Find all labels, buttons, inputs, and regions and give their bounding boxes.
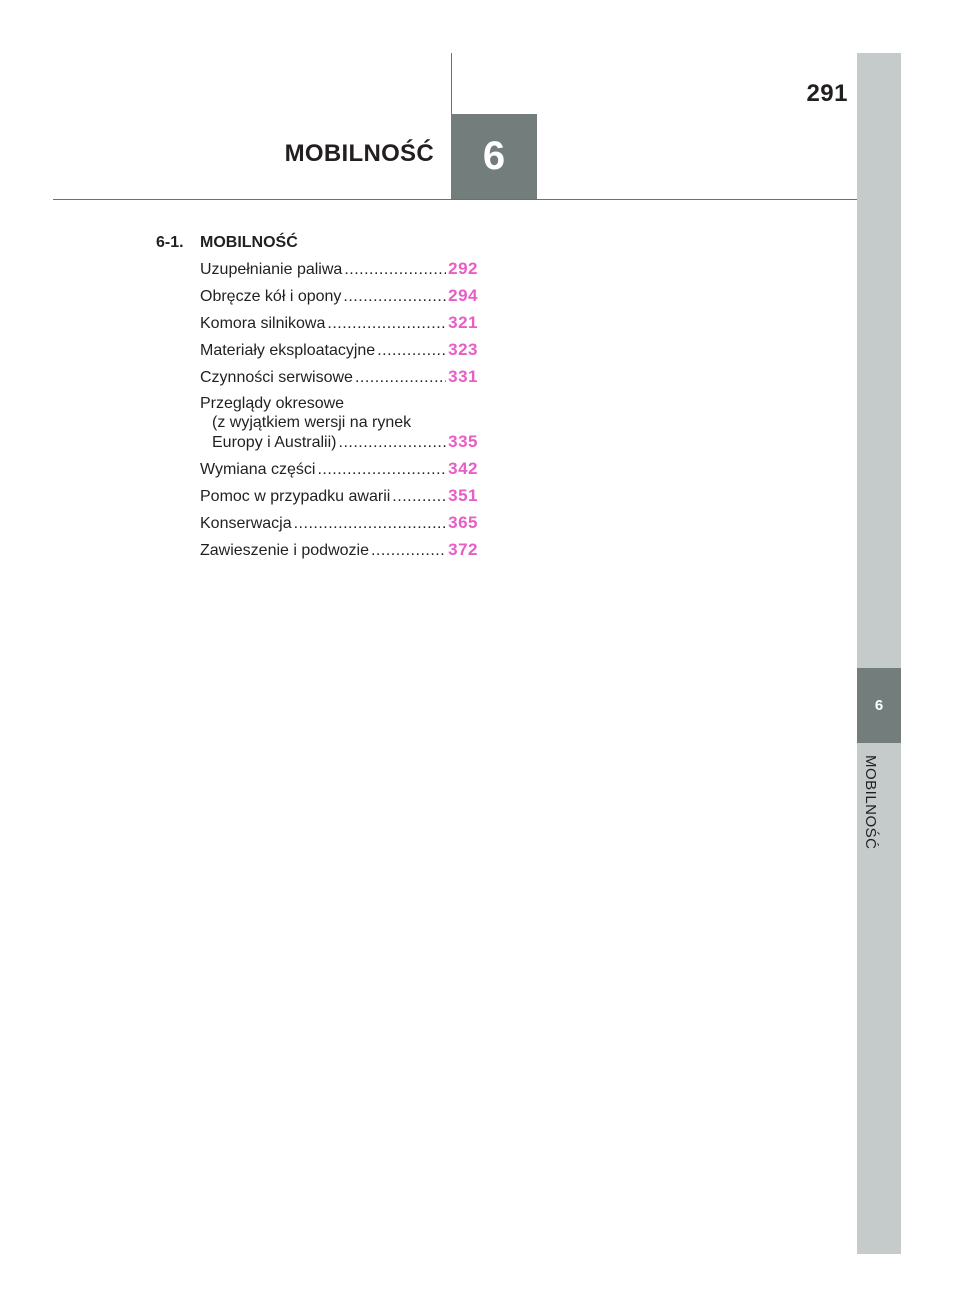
toc-entry-page-link[interactable]: 323 <box>448 340 478 359</box>
toc-entry-page-link[interactable]: 365 <box>448 513 478 532</box>
dot-leader <box>317 460 446 479</box>
table-of-contents <box>156 233 478 567</box>
dot-leader <box>294 514 447 533</box>
header-horizontal-rule <box>53 199 857 200</box>
toc-entry-page-link[interactable]: 351 <box>448 486 478 505</box>
toc-entry[interactable] <box>200 540 478 560</box>
page-number: 291 <box>806 80 848 107</box>
toc-entry-title: Czynności serwisowe <box>200 369 353 386</box>
dot-leader <box>343 287 446 306</box>
dot-leader <box>355 368 446 387</box>
toc-entry-title: Komora silnikowa <box>200 315 326 332</box>
dot-leader <box>344 260 446 279</box>
toc-entry-page-link[interactable]: 294 <box>448 286 478 305</box>
toc-entry-page-link[interactable]: 372 <box>448 540 478 559</box>
toc-entry[interactable] <box>200 513 478 533</box>
dot-leader <box>392 487 446 506</box>
toc-entry-title-line: Przeglądy okresowe <box>200 395 345 412</box>
dot-leader <box>339 433 447 452</box>
side-thumb-strip <box>857 53 901 1254</box>
toc-entry-title: Uzupełnianie paliwa <box>200 261 343 278</box>
toc-entry[interactable] <box>200 286 478 306</box>
toc-entry[interactable] <box>200 313 478 333</box>
dot-leader <box>327 314 446 333</box>
toc-entry-title: Wymiana części <box>200 461 316 478</box>
toc-entry-title-line: Europy i Australii) <box>212 434 337 451</box>
chapter-number-box <box>451 114 537 199</box>
toc-section-heading <box>156 233 478 252</box>
toc-entry[interactable] <box>200 340 478 360</box>
side-chapter-tab[interactable] <box>857 668 901 743</box>
chapter-title: MOBILNOŚĆ <box>284 140 434 167</box>
toc-entry-page-link[interactable]: 321 <box>448 313 478 332</box>
toc-entry-title-line: (z wyjątkiem wersji na rynek <box>212 414 412 431</box>
header-vertical-rule <box>451 53 452 115</box>
toc-entries <box>156 259 478 560</box>
toc-entry-title: Konserwacja <box>200 515 292 532</box>
chapter-number: 6 <box>482 134 506 178</box>
toc-entry-page-link[interactable]: 292 <box>448 259 478 278</box>
toc-entry-title: Materiały eksploatacyjne <box>200 342 376 359</box>
toc-entry[interactable] <box>200 394 478 452</box>
toc-entry[interactable] <box>200 367 478 387</box>
toc-entry-page-link[interactable]: 342 <box>448 459 478 478</box>
toc-entry[interactable] <box>200 459 478 479</box>
section-number: 6-1. <box>156 234 184 251</box>
toc-entry-page-link[interactable]: 331 <box>448 367 478 386</box>
toc-entry-title: Pomoc w przypadku awarii <box>200 488 391 505</box>
toc-entry-page-link[interactable]: 335 <box>448 432 478 451</box>
toc-entry-title: Obręcze kół i opony <box>200 288 342 305</box>
toc-entry[interactable] <box>200 486 478 506</box>
toc-entry-last-line <box>200 432 478 452</box>
side-chapter-number: 6 <box>874 697 884 714</box>
toc-entry[interactable] <box>200 259 478 279</box>
dot-leader <box>377 341 446 360</box>
side-chapter-label: MOBILNOŚĆ <box>862 755 879 850</box>
section-title: MOBILNOŚĆ <box>200 234 298 251</box>
dot-leader <box>371 541 446 560</box>
toc-entry-title: Zawieszenie i podwozie <box>200 542 369 559</box>
